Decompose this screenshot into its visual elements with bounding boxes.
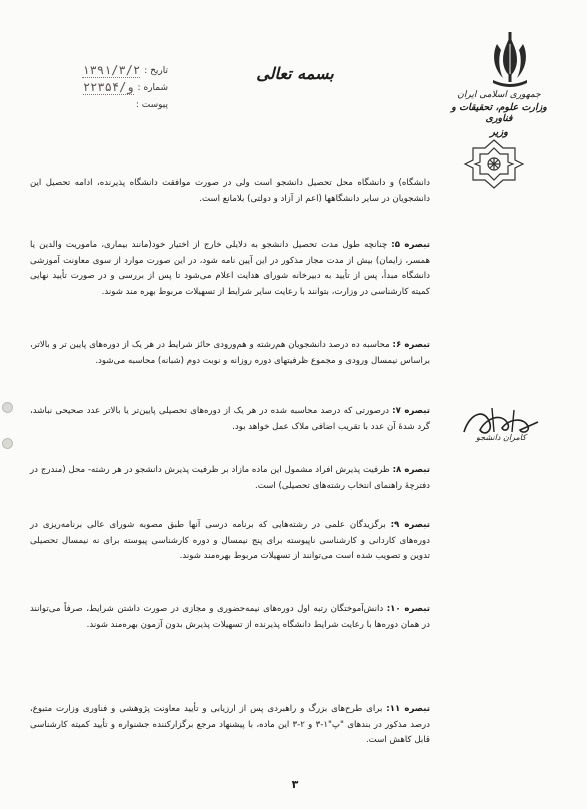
date-value: ۱۳۹۱/۳/۲ xyxy=(82,63,141,77)
paragraph-note-7 xyxy=(30,404,430,435)
paragraph-note-5 xyxy=(30,238,430,300)
paragraph-note-11 xyxy=(30,702,430,749)
paragraph-note-8 xyxy=(30,463,430,494)
attachment-row xyxy=(28,96,168,113)
paragraph-text: محاسبه ده درصد دانشجویان هم‌رشته و هم‌ورودی حائز شرایط در هر یک از دوره‌های پایین تر و بالاتر، براساس نیمسال ورودی و مجموع ظرفیتهای دوره روزانه و نوبت دوم (شبانه) محاسبه می‌شود. xyxy=(30,340,430,366)
binder-hole xyxy=(2,402,13,413)
paragraph-label: تبصره ۶: xyxy=(392,340,430,350)
paragraph-label: تبصره ۹: xyxy=(390,520,430,530)
signature-icon xyxy=(456,402,546,462)
number-row xyxy=(28,79,168,96)
attachment-label: پیوست : xyxy=(135,99,168,110)
paragraph-text: دانش‌آموختگان رتبه اول دوره‌های نیمه‌حضوری و مجازی در صورت داشتن شرایط، صرفاً می‌توانند در همان دوره‌ها با رعایت شرایط دانشگاه پذیرنده از تسهیلات پذیرش بدون آزمون بهره‌مند شوند. xyxy=(30,604,430,630)
paragraph-label: تبصره ۷: xyxy=(392,406,430,416)
paragraph-note-10 xyxy=(30,602,430,633)
page-number: ۳ xyxy=(291,778,299,791)
paragraph-text: درصورتی که درصد محاسبه شده در هر یک از دوره‌های تحصیلی پایین‌تر یا بالاتر عدد صحیحی نباشد، گرد شدهٔ آن عدد با تقریب اضافی ملاک عمل خواهد بود. xyxy=(30,406,430,432)
ministry-name: وزارت علوم، تحقیقات و فناوری xyxy=(451,102,547,124)
iran-emblem-icon xyxy=(487,30,533,90)
paragraph-note-9 xyxy=(30,518,430,565)
paragraph-text: چنانچه طول مدت تحصیل دانشجو به دلایلی خارج از اختیار خود(مانند بیماری، ماموریت والدین یا همسر، زایمان) بیش از مدت مجاز مذکور در این آیین نامه شود، در این صورت موارد از سوی معاونت آموزشی دانشگاه مبدأ، پس از تأیید به دبیرخانه شورای هدایت اعلام می‌شود تا پس از بررسی و در صورت تأیید نهایی کمیته کارشناسی در وزارت، بتوانند با رعایت سایر شرایط از تسهیلات مربوط بهره مند شوند. xyxy=(30,240,430,297)
paragraph-label: تبصره ۱۰: xyxy=(386,604,430,614)
paragraph-note-6 xyxy=(30,338,430,369)
letter-reference-block xyxy=(28,62,168,113)
paragraph-label: تبصره ۱۱: xyxy=(386,704,430,714)
country-name: جمهوری اسلامی ایران xyxy=(457,90,541,100)
binder-hole xyxy=(2,438,13,449)
number-label: شماره : xyxy=(137,82,168,93)
paragraph-text: دانشگاه) و دانشگاه محل تحصیل دانشجو است ولی در صورت موافقت دانشگاه پذیرنده، ادامه تحصیل این دانشجویان در سایر دانشگاهها (اعم از آزاد و دولتی) بلامانع است. xyxy=(30,178,430,204)
date-row xyxy=(28,62,168,79)
basmala-heading: بسمه تعالی xyxy=(256,64,334,83)
date-label: تاریخ : xyxy=(144,65,168,76)
paragraph-intro xyxy=(30,176,430,207)
minister-title: وزیر xyxy=(490,127,508,138)
paragraph-text: برای طرح‌های بزرگ و راهبردی پس از ارزیابی و تأیید معاونت پژوهشی و فناوری وزارت متبوع، درصد مذکور در بندهای "پ"۱-۳ و ۲-۳ این ماده، با پیشنهاد مرجع برگزارکننده جشنواره و تأیید کمیته کارشناسی قابل کاهش است. xyxy=(30,704,430,746)
signatory-name: کامران دانشجو xyxy=(475,433,527,442)
ornament-icon xyxy=(463,138,525,190)
paragraph-text: برگزیدگان علمی در رشته‌هایی که برنامه درسی آنها طبق مصوبه شورای عالی برنامه‌ریزی در دوره‌های کاردانی و کارشناسی ناپیوسته برای پنج نیمسال و دوره کارشناسی پیوسته برای نه نیمسال تحصیلی تدوین و تصویب شده است می‌توانند از تسهیلات مربوط بهره‌مند شوند. xyxy=(30,520,430,562)
paragraph-label: تبصره ۸: xyxy=(392,465,430,475)
paragraph-label: تبصره ۵: xyxy=(391,240,430,250)
paragraph-text: ظرفیت پذیرش افراد مشمول این ماده مازاد بر ظرفیت پذیرش دانشجو در هر رشته- محل (مندرج در دفترچهٔ راهنمای انتخاب رشته‌های تحصیلی) است. xyxy=(30,465,430,491)
number-value: ۲۲۳۵۴/و xyxy=(82,80,134,94)
ministry-letterhead xyxy=(440,90,558,138)
